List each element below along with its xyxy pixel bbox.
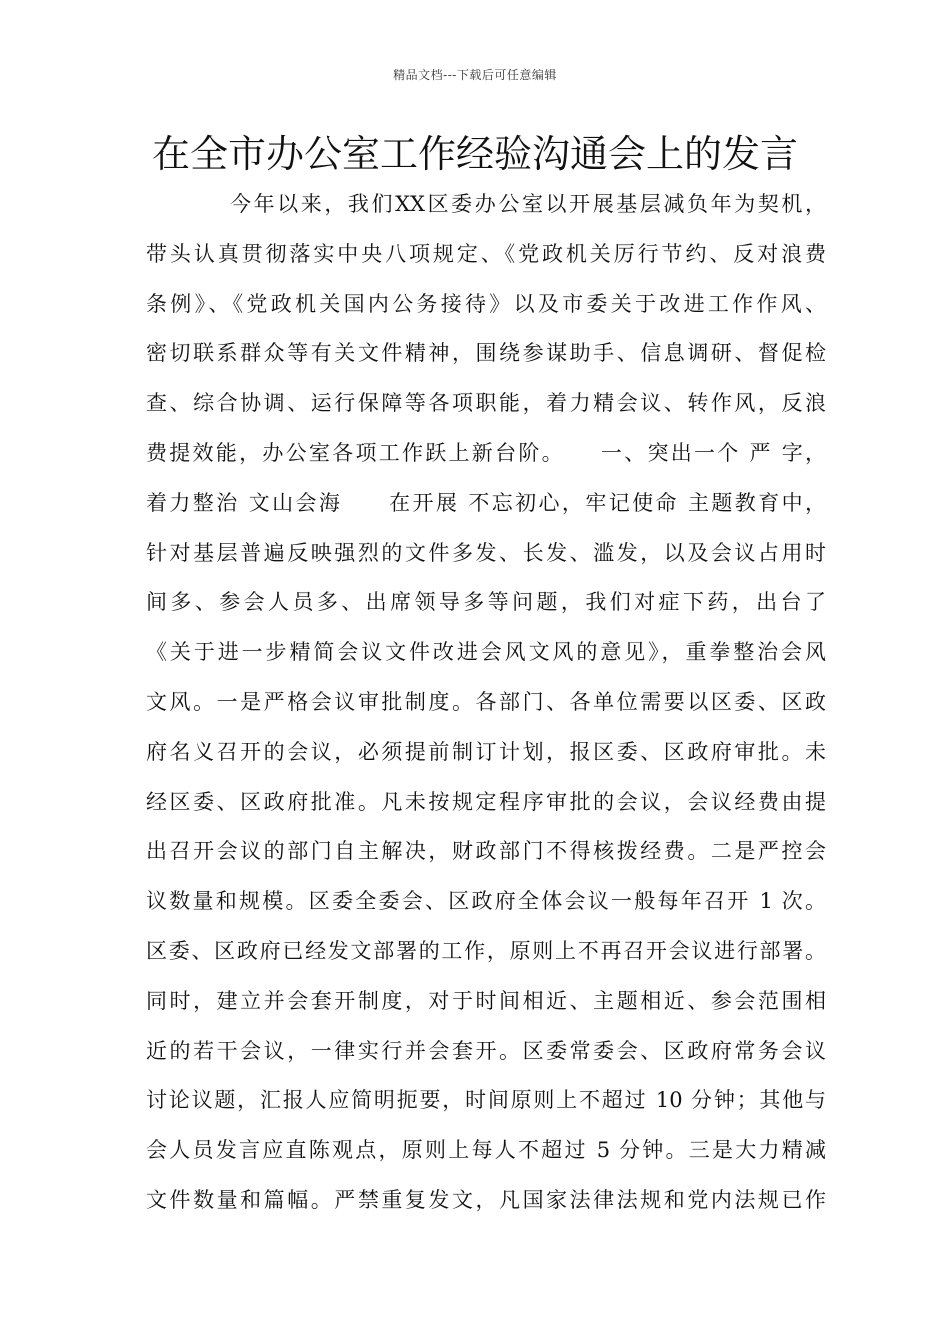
text-line: 查、综合协调、运行保障等各项职能，着力精会议、转作风，反浪 <box>146 391 826 416</box>
text-line: 议数量和规模。区委全委会、区政府全体会议一般每年召开 1 次。 <box>146 889 826 914</box>
text-line: 文件数量和篇幅。严禁重复发文，凡国家法律法规和党内法规已作 <box>146 1187 826 1212</box>
text-line: 密切联系群众等有关文件精神，围绕参谋助手、信息调研、督促检 <box>146 341 826 366</box>
document-title: 在全市办公室工作经验沟通会上的发言 <box>151 132 798 176</box>
text-line: 着力整治 文山会海 在开展 不忘初心，牢记使命 主题教育中， <box>146 490 826 515</box>
text-line: 出召开会议的部门自主解决，财政部门不得核拨经费。二是严控会 <box>146 839 826 864</box>
header-note: 精品文档---下载后可任意编辑 <box>393 68 557 82</box>
body-text <box>146 180 826 1226</box>
text-line: 费提效能，办公室各项工作跃上新台阶。 一、突出一个 严 字， <box>146 440 826 465</box>
text-line: 今年以来，我们XX区委办公室以开展基层减负年为契机， <box>230 192 826 216</box>
text-line: 讨论议题，汇报人应简明扼要，时间原则上不超过 10 分钟；其他与 <box>146 1088 826 1113</box>
text-line: 针对基层普遍反映强烈的文件多发、长发、滥发，以及会议占用时 <box>146 540 826 565</box>
text-line: 文风。一是严格会议审批制度。各部门、各单位需要以区委、区政 <box>146 689 826 714</box>
text-line: 同时，建立并会套开制度，对于时间相近、主题相近、参会范围相 <box>146 988 826 1013</box>
text-line: 间多、参会人员多、出席领导多等问题，我们对症下药，出台了 <box>146 590 826 615</box>
text-line: 条例》、《党政机关国内公务接待》以及市委关于改进工作作风、 <box>146 291 826 316</box>
text-line: 《关于进一步精简会议文件改进会风文风的意见》，重拳整治会风 <box>146 640 826 665</box>
text-line: 经区委、区政府批准。凡未按规定程序审批的会议，会议经费由提 <box>146 789 826 814</box>
text-line: 会人员发言应直陈观点，原则上每人不超过 5 分钟。三是大力精减 <box>146 1138 826 1163</box>
text-line: 府名义召开的会议，必须提前制订计划，报区委、区政府审批。未 <box>146 739 826 764</box>
text-line: 带头认真贯彻落实中央八项规定、《党政机关厉行节约、反对浪费 <box>146 241 826 266</box>
text-line: 近的若干会议，一律实行并会套开。区委常委会、区政府常务会议 <box>146 1038 826 1063</box>
text-line: 区委、区政府已经发文部署的工作，原则上不再召开会议进行部署。 <box>146 938 826 963</box>
